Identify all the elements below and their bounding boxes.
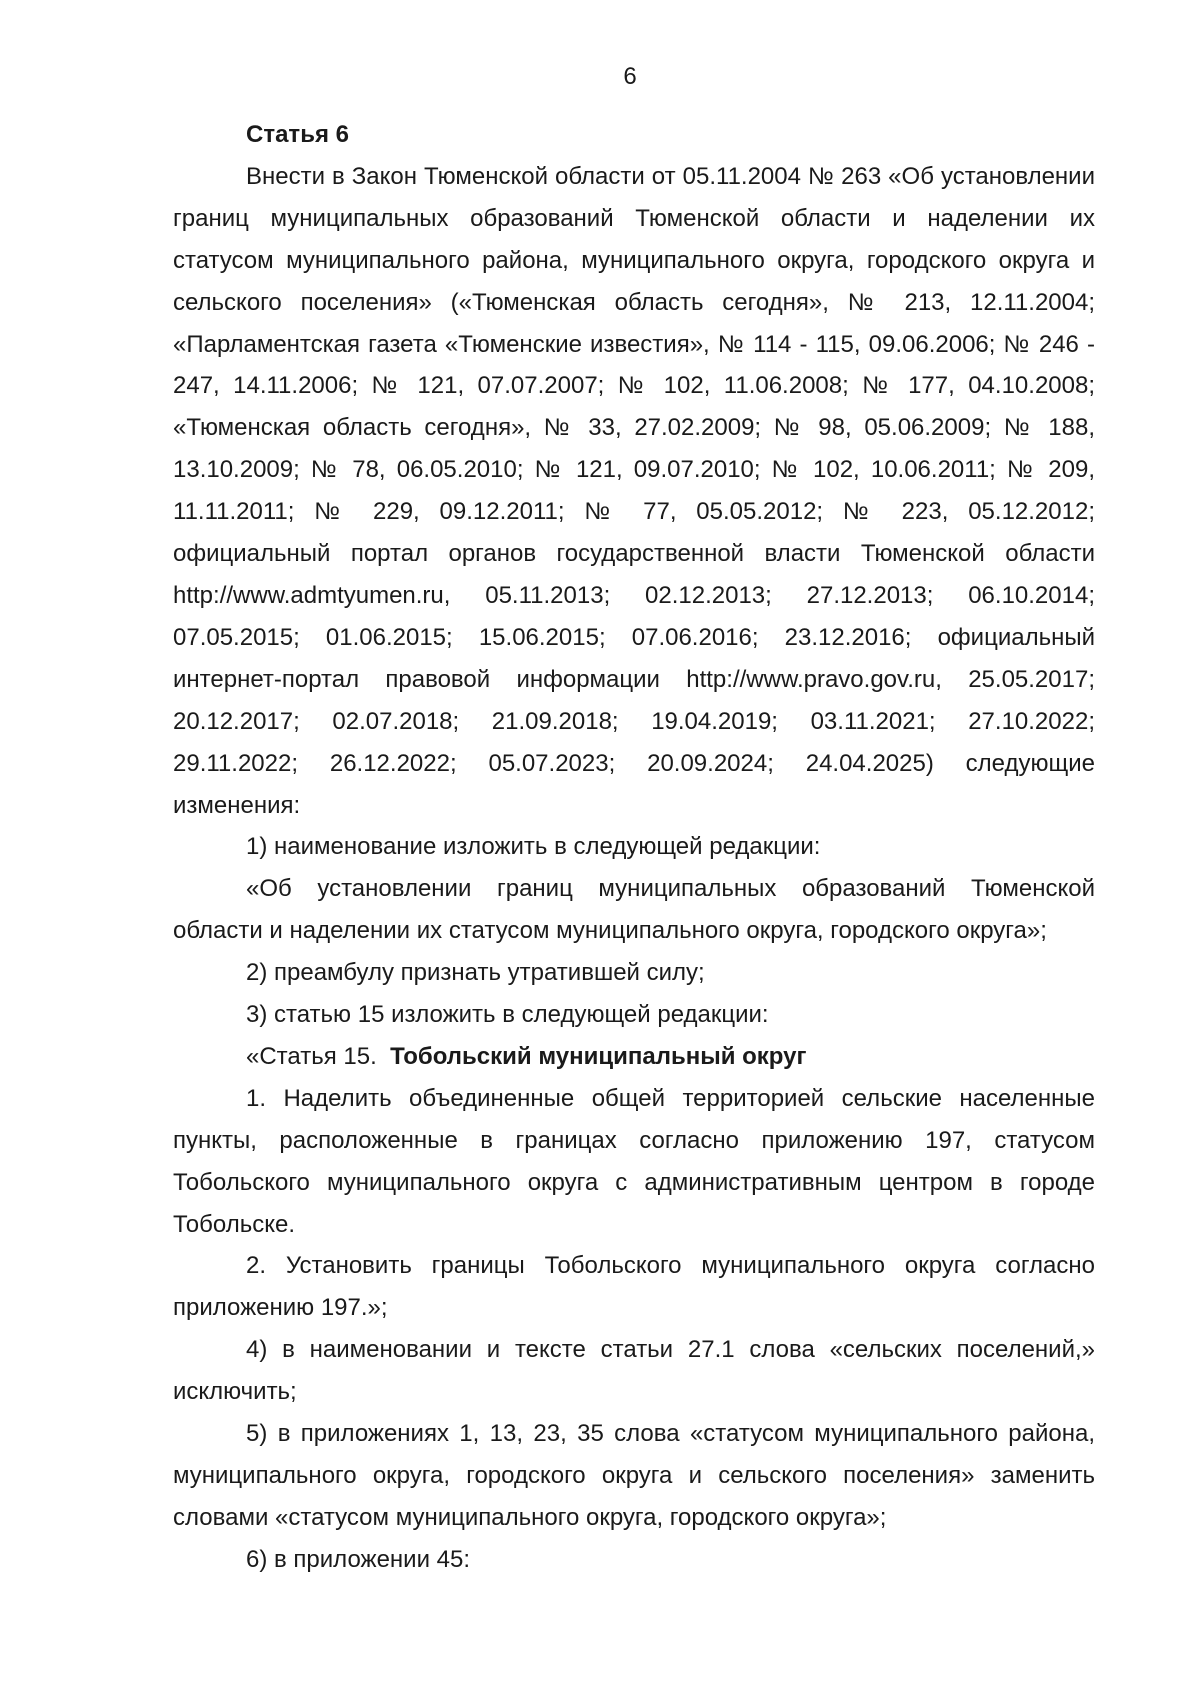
amendment-item-1-text: «Об установлении границ муниципальных образований Тюменской области и наделении их статусом муниципального округа, городского округа»; [173,875,1095,945]
amendment-item-4: 4) в наименовании и тексте статьи 27.1 слова «сельских поселений,» исключить; [173,1336,1095,1406]
amendment-item-2: 2) преамбулу признать утратившей силу; [246,959,705,987]
document-body [173,114,1095,1581]
article-heading: Статья 6 [246,121,349,148]
article-15-paragraph-1: 1. Наделить объединенные общей территорией сельские населенные пункты, расположенные в границах согласно приложению 197, статусом Тобольского муниципального округа с административным центром в городе Тобольске. [173,1084,1095,1238]
article-15-heading [173,1036,1095,1078]
page-number: 6 [623,63,637,90]
article-15-paragraph-2: 2. Установить границы Тобольского муниципального округа согласно приложению 197.»; [173,1252,1095,1322]
article-15-title: Тобольский муниципальный округ [390,1042,807,1070]
article-15-prefix: «Статья 15. [246,1042,377,1070]
amendment-item-1: 1) наименование изложить в следующей редакции: [246,833,821,861]
intro-paragraph: Внести в Закон Тюменской области от 05.11.2004 № 263 «Об установлении границ муниципальных образований Тюменской области и наделении их статусом муниципального района, муниципального округа, городского округа и сельского поселения» («Тюменская область сегодня», № 213, 12.11.2004; «Парламентская газета «Тюменские известия», № 114 - 115, 09.06.2006; № 246 - 247, 14.11.2006; № 121, 07.07.2007; № 102, 11.06.2008; № 177, 04.10.2008; «Тюменская область сегодня», № 33, 27.02.2009; № 98, 05.06.2009; № 188, 13.10.2009; № 78, 06.05.2010; № 121, 09.07.2010; № 102, 10.06.2011; № 209, 11.11.2011; № 229, 09.12.2011; № 77, 05.05.2012; № 223, 05.12.2012; официальный портал органов государственной власти Тюменской области http://www.admtyumen.ru, 05.11.2013; 02.12.2013; 27.12.2013; 06.10.2014; 07.05.2015; 01.06.2015; 15.06.2015; 07.06.2016; 23.12.2016; официальный интернет-портал правовой информации http://www.pravo.gov.ru, 25.05.2017; 20.12.2017; 02.07.2018; 21.09.2018; 19.04.2019; 03.11.2021; 27.10.2022; 29.11.2022; 26.12.2022; 05.07.2023; 20.09.2024; 24.04.2025) следующие изменения: [173,162,1095,819]
amendment-item-5: 5) в приложениях 1, 13, 23, 35 слова «статусом муниципального района, муниципального округа, городского округа и сельского поселения» заменить словами «статусом муниципального округа, городского округа»; [173,1420,1095,1531]
amendment-item-3: 3) статью 15 изложить в следующей редакции: [246,1001,769,1029]
amendment-item-6: 6) в приложении 45: [246,1545,471,1573]
